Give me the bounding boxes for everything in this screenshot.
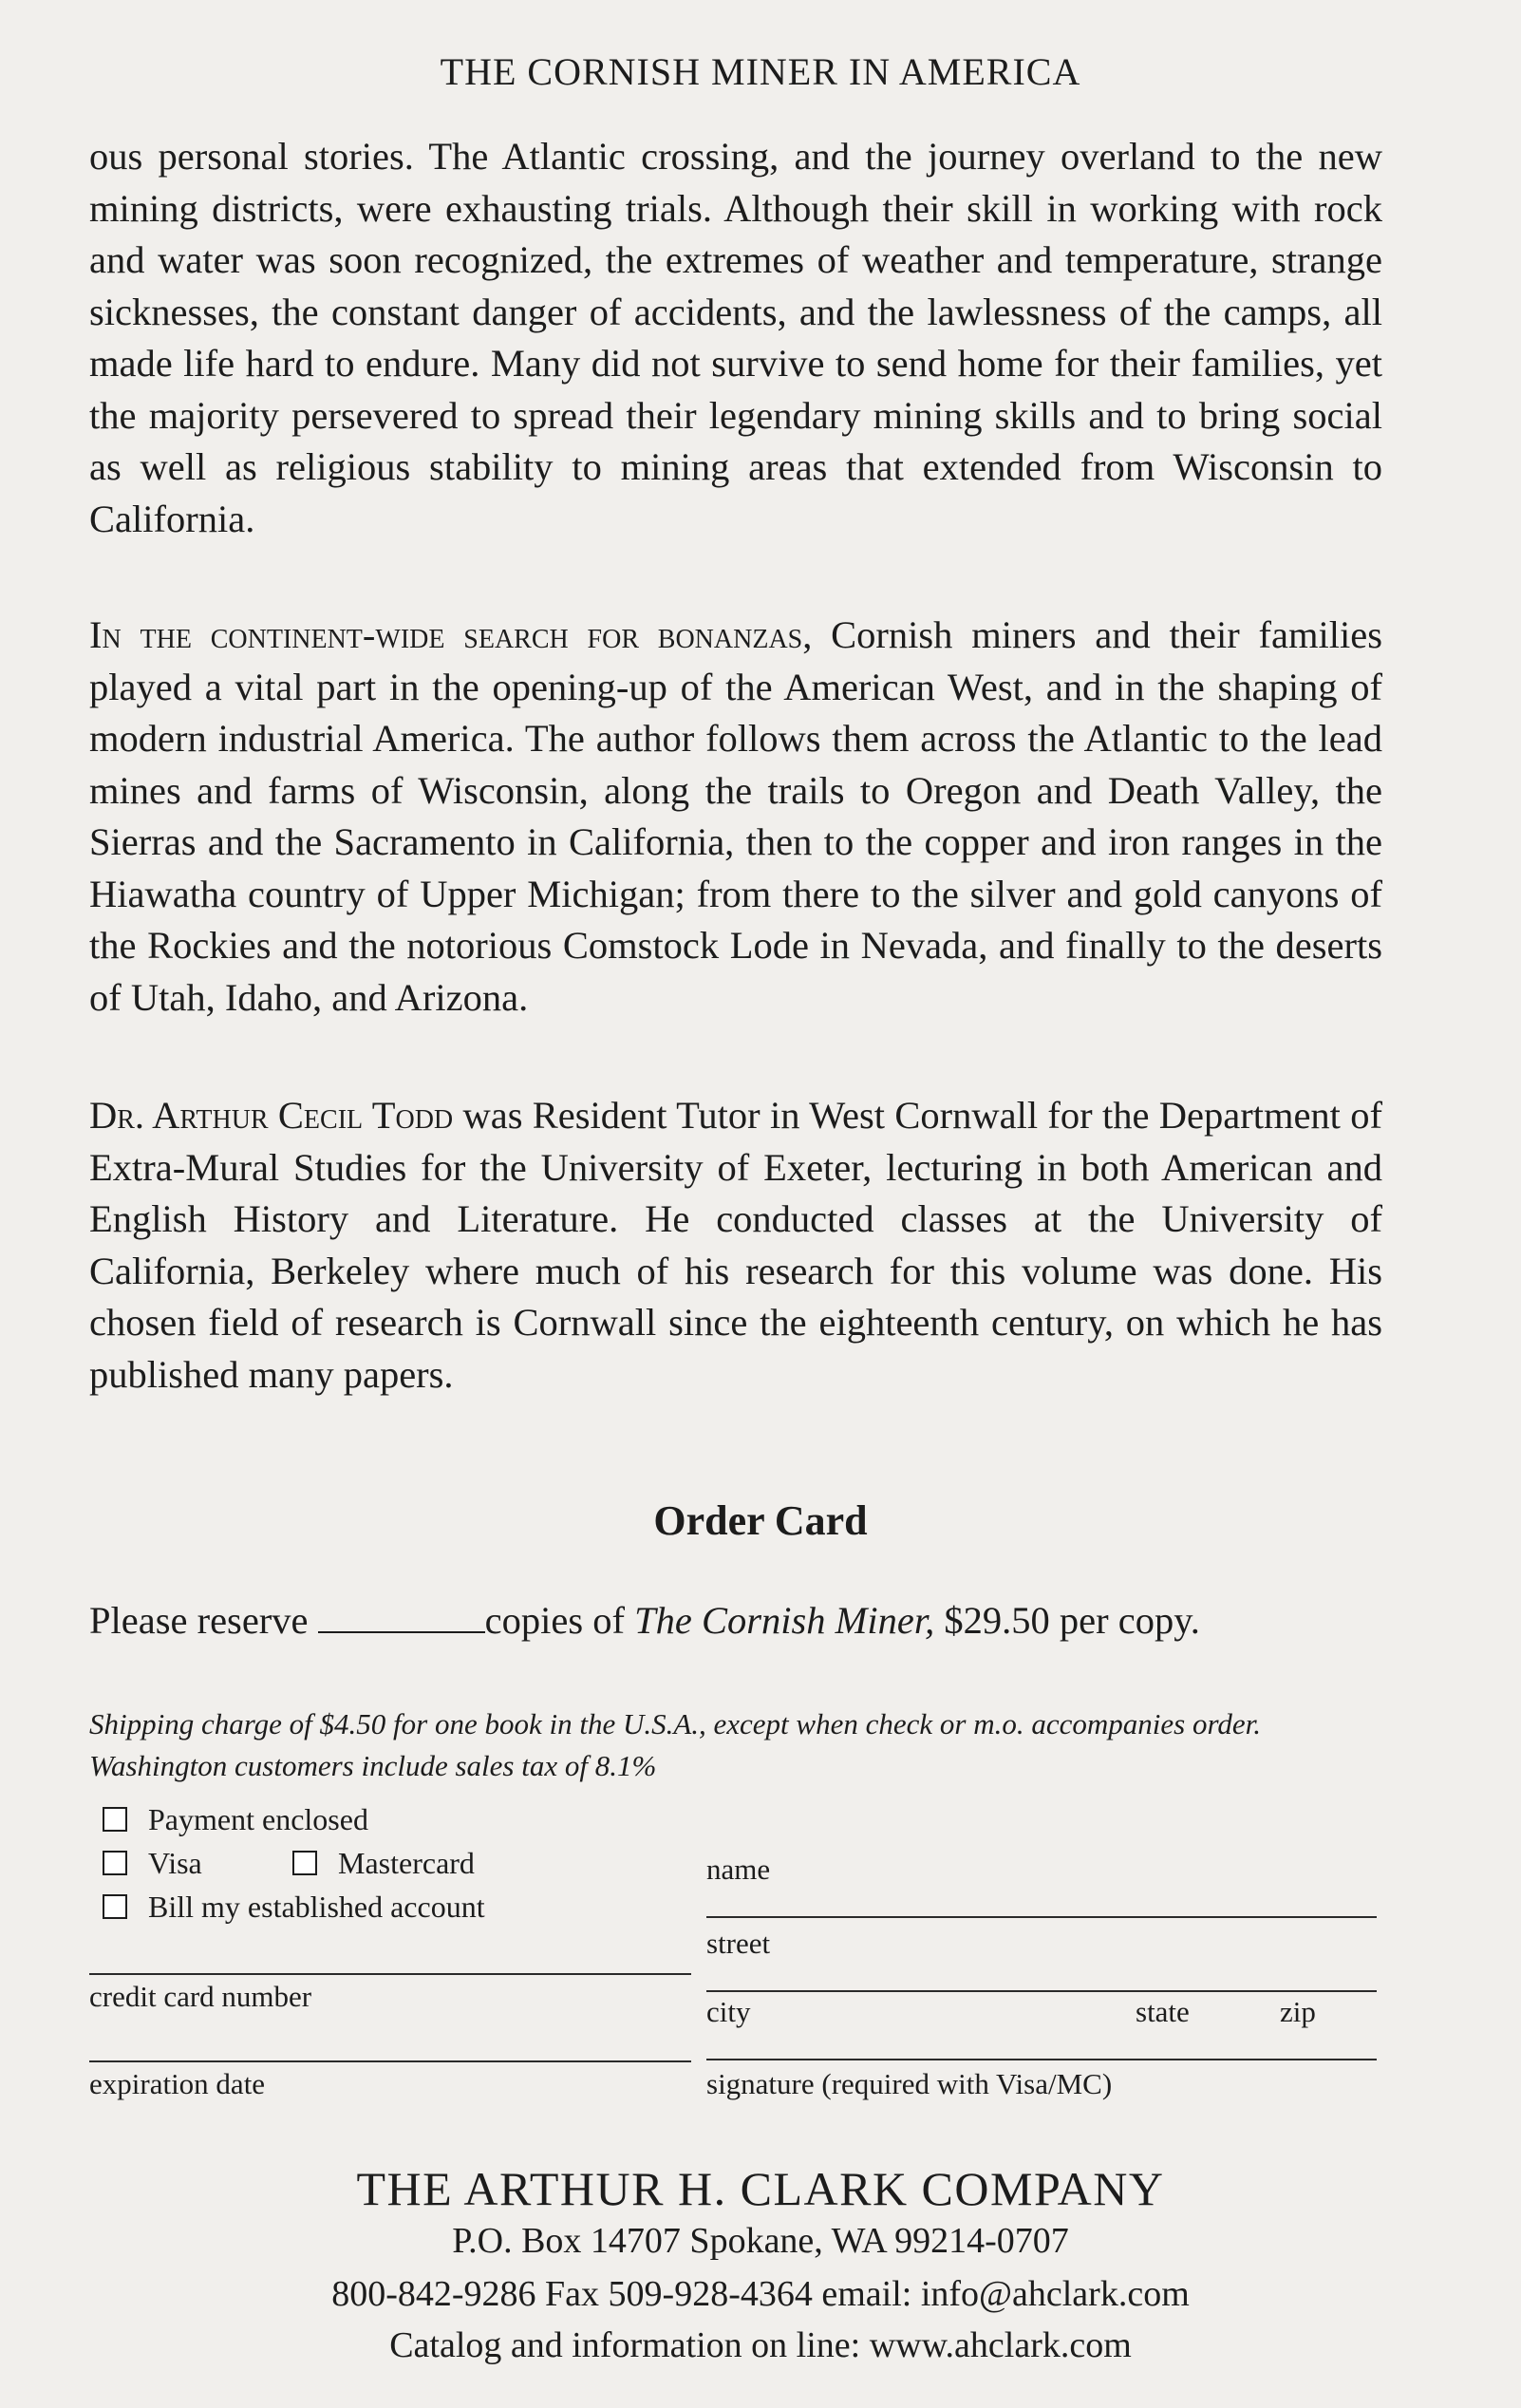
bill-account-label: Bill my established account (148, 1890, 485, 1924)
paragraph-bonanzas (89, 610, 1382, 1024)
paragraph-body: Cornish miners and their families played a vital part in the opening-up of the American West, and in the shaping of modern industrial America. The author follows them across the Atlantic to the lead mines and farms of Wisconsin, along the trails to Oregon and Death Valley, the Sierras and the Sacramento in California, then to the copper and iron ranges in the Hiawatha country of Upper Michigan; from there to the silver and gold canyons of the Rockies and the notorious Comstock Lode in Nevada, and finally to the deserts of Utah, Idaho, and Arizona. (89, 613, 1382, 1019)
paragraph-body: was Resident Tutor in West Cornwall for the Department of Extra-Mural Studies for the University of Exeter, lecturing in both American and English History and Literature. He conducted classes at the University of California, Berkeley where much of his research for this volume was done. His chosen field of research is Cornwall since the eighteenth century, on which he has published many papers. (89, 1094, 1382, 1396)
street-field-line[interactable] (706, 1990, 1377, 1992)
bill-account-checkbox[interactable] (103, 1894, 127, 1919)
visa-label: Visa (148, 1846, 202, 1880)
signature-label: signature (required with Visa/MC) (706, 2067, 1113, 2100)
credit-card-field-line[interactable] (89, 1973, 691, 1975)
bill-account-option[interactable] (103, 1890, 485, 1924)
book-title: The Cornish Miner, (634, 1599, 935, 1642)
expiration-label: expiration date (89, 2067, 266, 2100)
payment-enclosed-checkbox[interactable] (103, 1807, 127, 1832)
visa-checkbox[interactable] (103, 1851, 127, 1875)
reserve-mid: copies of (484, 1599, 635, 1642)
name-label: name (706, 1853, 771, 1886)
copies-quantity-blank[interactable] (318, 1603, 485, 1633)
paragraph-author (89, 1090, 1382, 1401)
paragraph-text (89, 1090, 1382, 1401)
order-card-title: Order Card (653, 1497, 868, 1544)
reserve-pre: Please reserve (89, 1599, 318, 1642)
company-name: THE ARTHUR H. CLARK COMPANY (356, 2162, 1165, 2215)
company-address: P.O. Box 14707 Spokane, WA 99214-0707 (452, 2221, 1069, 2261)
mastercard-label: Mastercard (338, 1846, 475, 1880)
reserve-post: $29.50 per copy. (934, 1599, 1200, 1642)
paragraph-text: ous personal stories. The Atlantic crossing, and the journey overland to the new mining districts, were exhausting trials. Although their skill in working with rock and water was soon recognized, the extremes of weather and temperature, strange sicknesses, the constant danger of accidents, and the lawlessness of the camps, all made life hard to endure. Many did not survive to send home for their families, yet the majority persevered to spread their legendary mining skills and to bring social as well as religious stability to mining areas that extended from Wisconsin to California. (89, 135, 1382, 540)
mastercard-checkbox[interactable] (292, 1851, 317, 1875)
zip-label: zip (1280, 1995, 1316, 2028)
paragraph-lead: In the continent-wide search for bonanzas, (89, 613, 813, 656)
company-contact: 800-842-9286 Fax 509-928-4364 email: info@ahclark.com (331, 2274, 1190, 2314)
mastercard-option[interactable] (292, 1846, 475, 1880)
city-state-zip-field-line[interactable] (706, 2059, 1377, 2060)
shipping-note: Shipping charge of $4.50 for one book in the U.S.A., except when check or m.o. accompanies order. Washington customers include sales tax of 8.1% (89, 1707, 1261, 1782)
paragraph-text (89, 610, 1382, 1024)
state-label: state (1136, 1995, 1190, 2028)
author-name: Dr. Arthur Cecil Todd (89, 1094, 454, 1137)
visa-option[interactable] (103, 1846, 202, 1880)
name-field-line[interactable] (706, 1916, 1377, 1918)
city-label: city (706, 1995, 751, 2028)
paragraph-stories (89, 131, 1382, 545)
credit-card-label: credit card number (89, 1980, 312, 2013)
running-head: THE CORNISH MINER IN AMERICA (440, 50, 1081, 93)
expiration-field-line[interactable] (89, 2060, 691, 2062)
payment-enclosed-label: Payment enclosed (148, 1802, 368, 1836)
reserve-line (89, 1595, 1382, 1646)
street-label: street (706, 1927, 771, 1960)
company-website: Catalog and information on line: www.ahclark.com (389, 2325, 1132, 2365)
payment-enclosed-option[interactable] (103, 1802, 368, 1836)
